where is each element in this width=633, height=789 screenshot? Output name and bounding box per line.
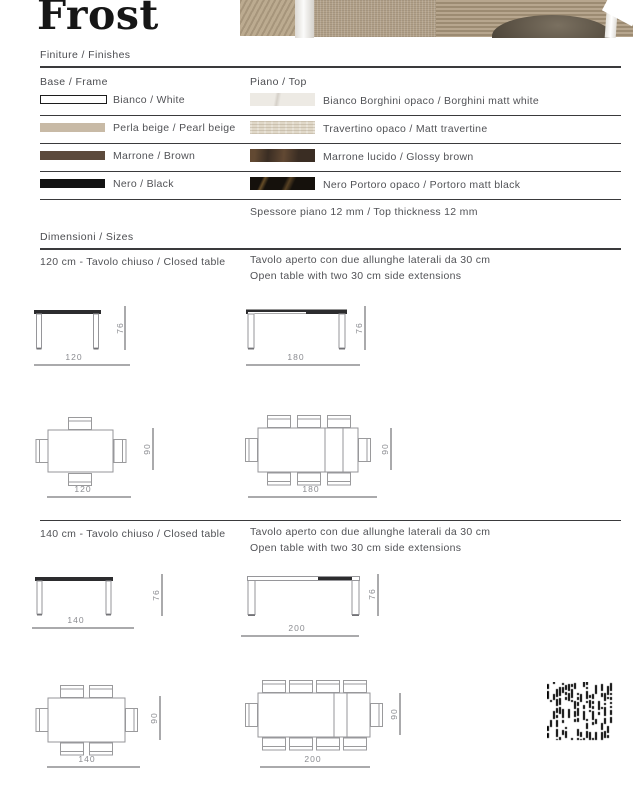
table-leg [248, 581, 255, 615]
dimensions-section-title: Dimensioni / Sizes [40, 231, 134, 243]
top-label: Travertino opaco / Matt travertine [323, 123, 488, 135]
top-swatch-marrone [250, 149, 315, 162]
divider [40, 143, 621, 144]
table-top [35, 577, 113, 581]
extension-leaf [318, 577, 352, 580]
top-swatch-travertino [250, 121, 315, 134]
divider [40, 115, 621, 116]
chair-icon [268, 416, 291, 428]
divider [40, 248, 621, 250]
chair-icon [328, 416, 351, 428]
chair-icon [36, 440, 48, 463]
drawing-elevation-open-200 [240, 566, 390, 644]
height-dim-label: 76 [115, 322, 125, 334]
top-column-title: Piano / Top [250, 76, 307, 88]
chair-icon [344, 738, 367, 750]
divider [40, 66, 621, 68]
barcode [547, 682, 613, 742]
table-leg [339, 314, 345, 348]
width-dim-label: 140 [78, 754, 96, 764]
drawing-elevation-open-180 [244, 296, 379, 372]
width-dim-label: 120 [74, 484, 92, 494]
hero-photo [240, 0, 633, 38]
chair-icon [114, 440, 126, 463]
group1-open-title-en: Open table with two 30 cm side extensions [250, 270, 462, 282]
height-dim-label: 76 [367, 588, 377, 600]
frame-column-title: Base / Frame [40, 76, 108, 88]
chair-icon [317, 681, 340, 693]
chair-icon [371, 704, 383, 727]
group2-open-title-it: Tavolo aperto con due allunghe laterali da 30 cm [250, 526, 491, 538]
frame-swatch-nero [40, 179, 105, 188]
table-top-plan [48, 698, 125, 742]
frame-swatch-marrone [40, 151, 105, 160]
group2-open-title-en: Open table with two 30 cm side extensions [250, 542, 462, 554]
chair-icon [263, 681, 286, 693]
drawing-elevation-closed-140 [28, 566, 178, 638]
group2-closed-title: 140 cm - Tavolo chiuso / Closed table [40, 528, 226, 540]
divider [40, 199, 621, 200]
width-dim-label: 180 [287, 352, 305, 362]
extension-slide [248, 312, 306, 314]
rug-diagonal [240, 0, 295, 36]
chair-icon [290, 681, 313, 693]
frame-label: Bianco / White [113, 94, 185, 106]
width-dim-label: 120 [65, 352, 83, 362]
width-dim-label: 200 [288, 623, 306, 633]
chair-icon [298, 416, 321, 428]
chair-icon [359, 439, 371, 462]
top-label: Bianco Borghini opaco / Borghini matt white [323, 95, 540, 107]
depth-dim-label: 90 [389, 708, 399, 720]
height-dim-label: 76 [354, 322, 364, 334]
chair-icon [263, 738, 286, 750]
drawing-plan-closed-120 [35, 404, 170, 504]
chair-icon [328, 473, 351, 485]
drawing-elevation-closed-120 [33, 296, 148, 372]
depth-dim-label: 90 [380, 443, 390, 455]
drawing-plan-closed-140 [35, 672, 175, 780]
chair-icon [90, 686, 113, 698]
table-leg [352, 581, 359, 615]
table-leg [37, 314, 42, 348]
width-dim-label: 140 [67, 615, 85, 625]
divider [40, 171, 621, 172]
drawing-plan-open-200 [243, 670, 408, 782]
finishes-section-title: Finiture / Finishes [40, 49, 131, 61]
chair-icon [344, 681, 367, 693]
frame-swatch-perla [40, 123, 105, 132]
chair-icon [317, 738, 340, 750]
depth-dim-label: 90 [149, 712, 159, 724]
table-leg [295, 0, 314, 38]
top-swatch-portoro [250, 177, 315, 190]
height-dim-label: 76 [151, 589, 161, 601]
table-leg [106, 581, 111, 614]
depth-dim-label: 90 [142, 443, 152, 455]
drawing-plan-open-180 [243, 404, 398, 504]
table-leg [248, 314, 254, 348]
table-leg [37, 581, 42, 614]
frame-label: Marrone / Brown [113, 150, 196, 162]
chair-icon [69, 418, 92, 430]
top-label: Marrone lucido / Glossy brown [323, 151, 474, 163]
group1-open-title-it: Tavolo aperto con due allunghe laterali da 30 cm [250, 254, 491, 266]
table-top-plan [258, 693, 370, 737]
chair-icon [61, 686, 84, 698]
chair-icon [246, 439, 258, 462]
thickness-note: Spessore piano 12 mm / Top thickness 12 mm [250, 206, 478, 218]
chair-icon [126, 709, 138, 732]
divider [40, 520, 621, 521]
frame-label: Nero / Black [113, 178, 174, 190]
frame-swatch-bianco [40, 95, 107, 104]
chair-icon [36, 709, 48, 732]
width-dim-label: 200 [304, 754, 322, 764]
top-swatch-borghini [250, 93, 315, 106]
chair-icon [268, 473, 291, 485]
group1-closed-title: 120 cm - Tavolo chiuso / Closed table [40, 256, 226, 268]
chair-icon [246, 704, 258, 727]
product-title: Frost [37, 0, 159, 39]
table-top-plan [48, 430, 113, 472]
frame-label: Perla beige / Pearl beige [113, 122, 236, 134]
chair-icon [290, 738, 313, 750]
table-top [34, 310, 101, 314]
width-dim-label: 180 [302, 484, 320, 494]
top-label: Nero Portoro opaco / Portoro matt black [323, 179, 521, 191]
table-leg [94, 314, 99, 348]
